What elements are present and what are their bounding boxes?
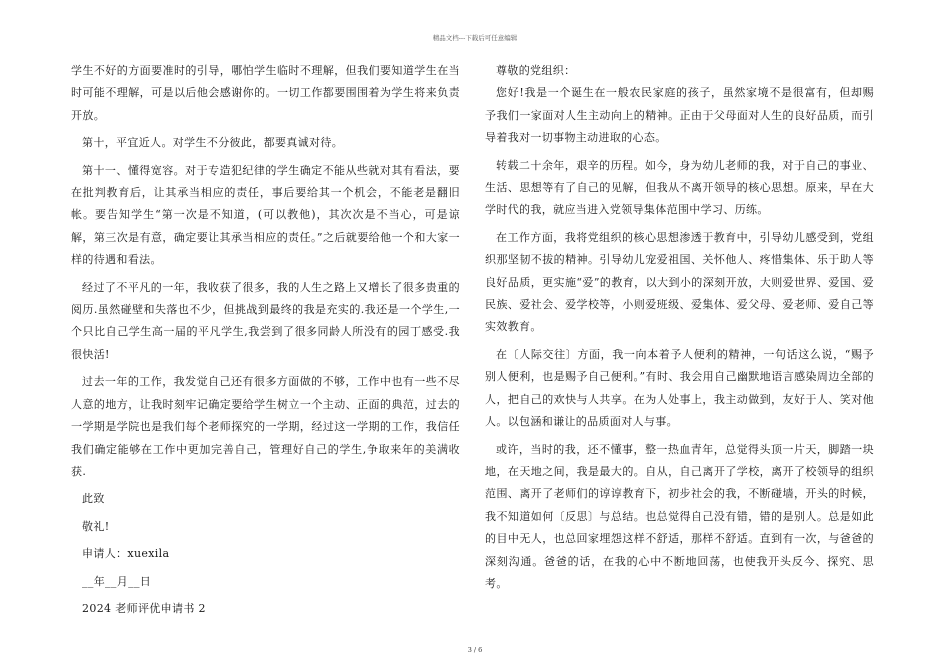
right-column xyxy=(485,60,874,595)
right-paragraph-5: 或许，当时的我，还不懂事，整一热血青年，总觉得头顶一片天，脚踏一块地，在天地之间，我是最大的。自从，自己离开了学校，离开了校领导的组织范围、离开了老师们的谆谆教育下，初步社会的我，不断碰墙，开头的时候，我不知道如何〔反思〕与总结。也总觉得自己没有错，错的是别人。总是如此的目中无人，也总回家埋怨这样不舒适，那样不舒适。直到有一次，与爸爸的深刻沟通。爸爸的话，在我的心中不断地回荡，也使我开头反今、探究、思考。 xyxy=(485,442,874,590)
right-paragraph-3: 在工作方面，我将党组织的核心思想渗透于教育中，引导幼儿感受到，党组织那坚韧不拔的精神。引导幼儿宠爱祖国、关怀他人、疼惜集体、乐于助人等良好品质，更实施“爱”的教育，以大到小的深刻开放，大则爱世界、爱国、爱民族、爱社会、爱学校等，小则爱班级、爱集体、爱父母、爱老师、爱自己等实效教育。 xyxy=(485,230,874,334)
applicant-name: 申请人：xuexila xyxy=(82,547,170,561)
left-paragraph-4: 经过了不平凡的一年，我收获了很多，我的人生之路上又增长了很多贵重的阅历.虽然碰壁和失落也不少，但挑战到最终的我是充实的.我还是一个学生,一个只比自己学生高一届的平凡学生,我尝到了很多同龄人所没有的园丁感受.我很快活! xyxy=(71,280,460,361)
page-number: 3 / 6 xyxy=(467,646,483,654)
left-paragraph-5: 过去一年的工作，我发觉自己还有很多方面做的不够，工作中也有一些不尽人意的地方，让我时刻牢记确定要给学生树立一个主动、正面的典范，过去的一学期是学院也是我们每个老师探究的一学期，经过这一学期的工作，我信任我们确定能够在工作中更加完善自己，管理好自己的学生,争取来年的美满收获. xyxy=(71,375,460,478)
left-paragraph-3: 第十一、懂得宽容。对于专造犯纪律的学生确定不能从些就对其有看法，要在批判教育后，让其承当相应的责任，事后要给其一个机会，不能老是翻旧帐。要告知学生“第一次是不知道，(可以教他)，其次次是不当心，可是谅解，第三次是有意，确定要让其承当相应的责任。”之后就要给他一个和大家一样的待遇和看法。 xyxy=(71,163,460,267)
closing-jing-li: 敬礼! xyxy=(82,519,110,533)
right-paragraph-2: 转载二十余年，艰辛的历程。如今，身为幼儿老师的我，对于自己的事业、生活、思想等有了自己的见解，但我从不离开领导的核心思想。原来，早在大学时代的我，就应当进入党领导集体范围中学习、历练。 xyxy=(485,158,874,217)
greeting: 尊敬的党组织： xyxy=(496,64,576,77)
right-paragraph-1: 您好!我是一个诞生在一般农民家庭的孩子，虽然家境不是很富有，但却赐予我们一家面对人生主动向上的精神。正由于父母面对人生的良好品质，而引导着我对一切事物主动进取的心态。 xyxy=(485,86,874,145)
left-column xyxy=(71,60,460,620)
left-paragraph-2: 第十，平宜近人。对学生不分彼此，都要真诚对待。 xyxy=(82,136,344,150)
next-title: 2024 老师评优申请书 2 xyxy=(82,601,206,615)
closing-ci-zhi: 此致 xyxy=(82,492,105,506)
left-paragraph-1: 学生不好的方面要准时的引导，哪怕学生临时不理解，但我们要知道学生在当时可能不理解，可是以后他会感谢你的。一切工作都要围围着为学生将来负责开放。 xyxy=(71,64,460,122)
right-paragraph-4: 在〔人际交往〕方面，我一向本着予人便利的精神，一句话这么说，“赐予别人便利，也是赐予自己便利。”有时、我会用自己幽默地语言感染周边全部的人，把自己的欢快与人共享。在为人处事上，我主动做到，友好于人、笑对他人。以包涵和谦让的品质面对人与事。 xyxy=(485,347,874,429)
page-header: 精品文档---下载后可任意编辑 xyxy=(432,34,518,42)
date-line: __年__月__日 xyxy=(82,574,152,588)
